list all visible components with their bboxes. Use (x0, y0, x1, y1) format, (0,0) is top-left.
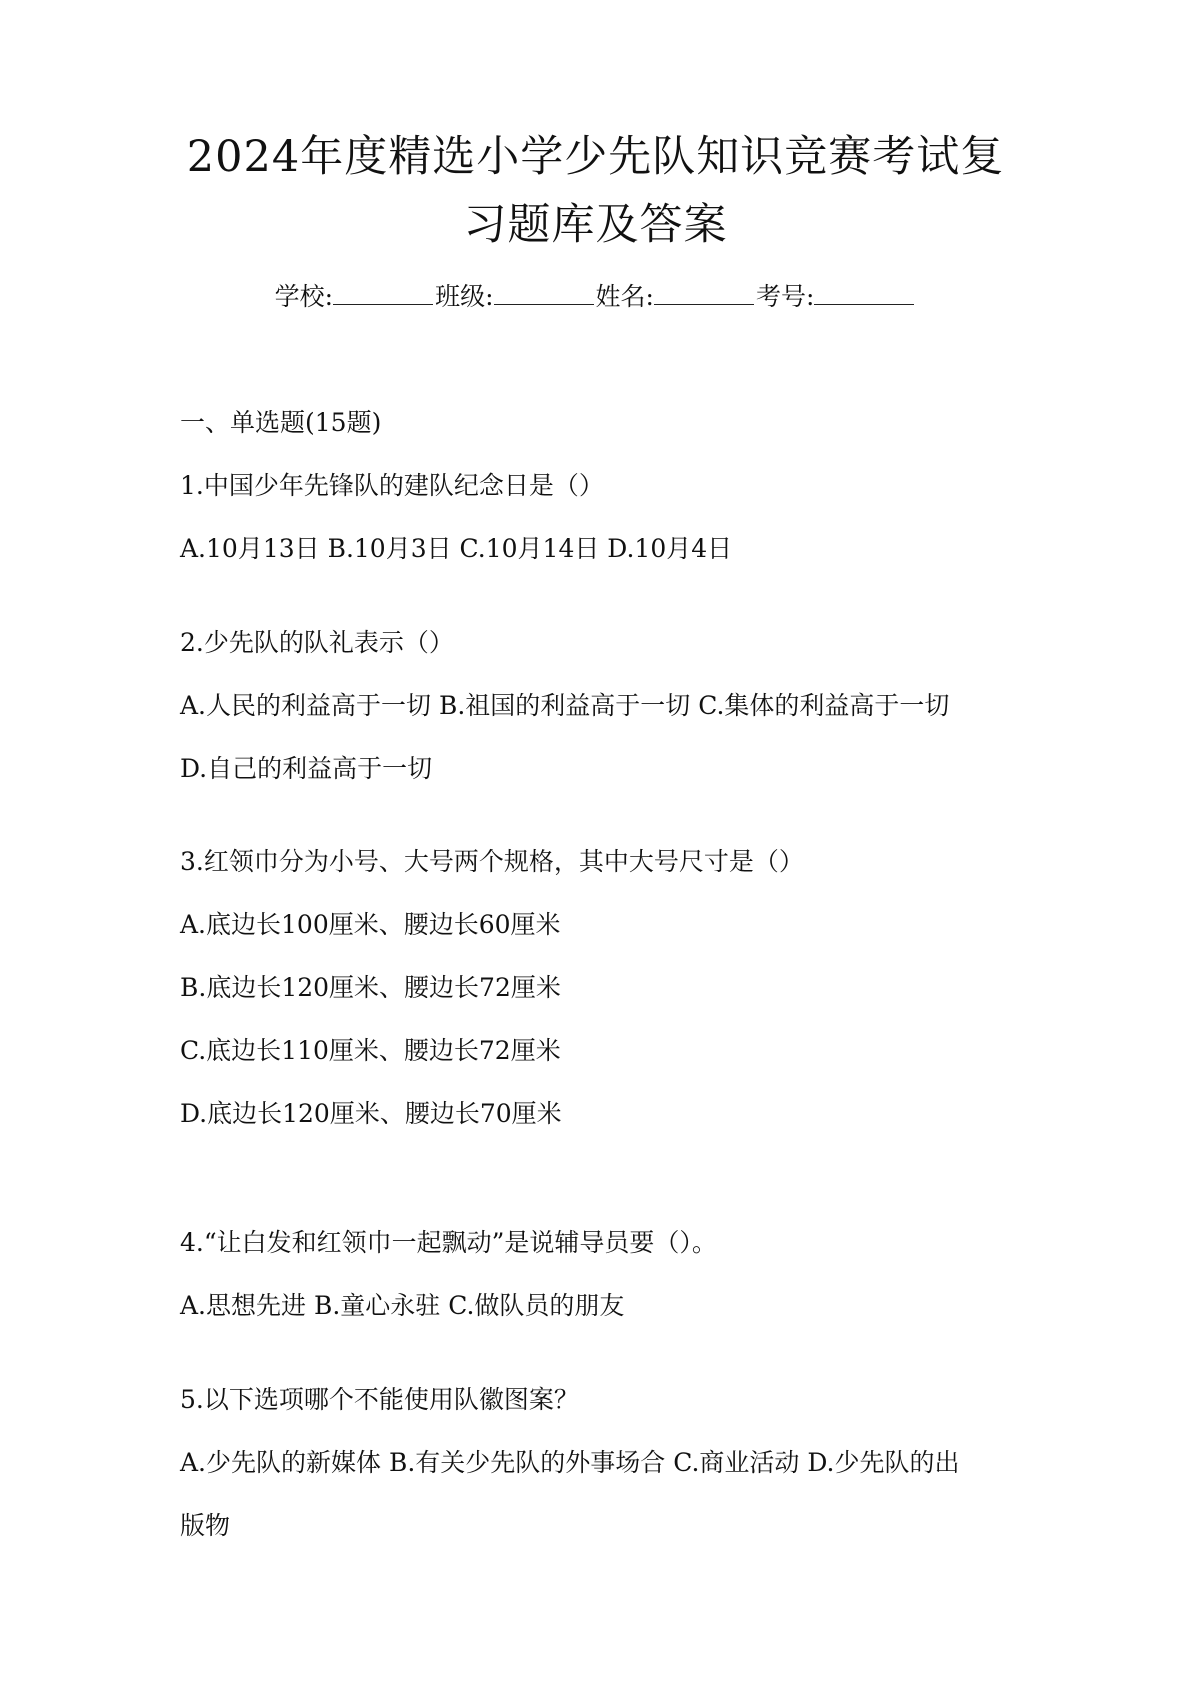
question-4-stem: 4.“让白发和红领巾一起飘动”是说辅导员要（）。 (180, 1228, 717, 1257)
question-3-option-a: A.底边长100厘米、腰边长60厘米 (180, 910, 561, 939)
question-2-stem: 2.少先队的队礼表示（） (180, 628, 454, 657)
section-heading: 一、单选题(15题) (180, 408, 382, 437)
name-label: 姓名: (595, 282, 654, 311)
document-title-line-2: 习题库及答案 (463, 200, 728, 250)
student-info-row (0, 278, 1191, 314)
class-blank[interactable] (494, 278, 594, 305)
question-3-option-b: B.底边长120厘米、腰边长72厘米 (180, 973, 561, 1002)
question-5-options: A.少先队的新媒体 B.有关少先队的外事场合 C.商业活动 D.少先队的出 (180, 1448, 960, 1477)
question-5-stem: 5.以下选项哪个不能使用队徽图案？ (180, 1385, 579, 1414)
name-blank[interactable] (654, 278, 754, 305)
question-2-options: A.人民的利益高于一切 B.祖国的利益高于一切 C.集体的利益高于一切 (180, 691, 950, 720)
exam-number-label: 考号: (755, 282, 815, 311)
question-5-options-cont: 版物 (180, 1511, 231, 1540)
document-title-line-1: 2024年度精选小学少先队知识竞赛考试复 (186, 132, 1005, 182)
question-1-stem: 1.中国少年先锋队的建队纪念日是（） (180, 471, 604, 500)
question-4-options: A.思想先进 B.童心永驻 C.做队员的朋友 (180, 1291, 625, 1320)
exam-number-blank[interactable] (814, 278, 914, 305)
question-2-options-cont: D.自己的利益高于一切 (180, 754, 433, 783)
question-1-options: A.10月13日 B.10月3日 C.10月14日 D.10月4日 (180, 534, 733, 563)
class-label: 班级: (435, 282, 494, 311)
question-3-option-c: C.底边长110厘米、腰边长72厘米 (180, 1036, 561, 1065)
question-3-option-d: D.底边长120厘米、腰边长70厘米 (180, 1099, 562, 1128)
school-label: 学校: (274, 282, 334, 311)
question-3-stem: 3.红领巾分为小号、大号两个规格，其中大号尺寸是（） (180, 847, 804, 876)
school-blank[interactable] (333, 278, 433, 305)
